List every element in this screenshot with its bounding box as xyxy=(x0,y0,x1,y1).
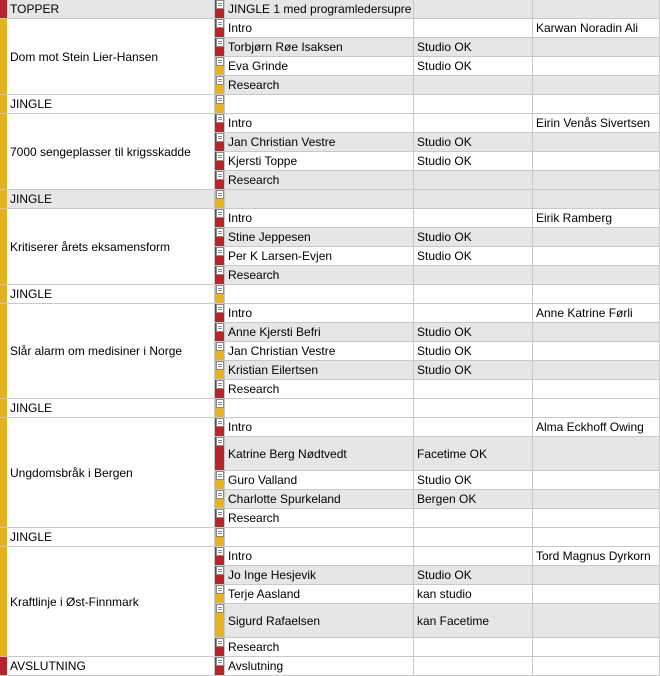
owner-cell[interactable] xyxy=(533,657,660,676)
row-flag-cell[interactable] xyxy=(215,133,225,152)
item-cell[interactable]: Terje Aasland xyxy=(225,585,414,604)
status-cell[interactable]: Studio OK xyxy=(414,342,533,361)
row-flag-cell[interactable] xyxy=(215,361,225,380)
status-cell[interactable] xyxy=(414,285,533,304)
item-cell[interactable]: Research xyxy=(225,171,414,190)
document-icon[interactable] xyxy=(216,657,224,666)
item-cell[interactable]: Kristian Eilertsen xyxy=(225,361,414,380)
story-color-bar xyxy=(0,418,7,528)
document-icon[interactable] xyxy=(216,133,224,142)
status-cell[interactable]: Facetime OK xyxy=(414,437,533,471)
item-cell[interactable]: Research xyxy=(225,380,414,399)
item-cell[interactable]: Research xyxy=(225,76,414,95)
owner-cell[interactable] xyxy=(533,133,660,152)
story-title[interactable]: JINGLE xyxy=(7,399,215,418)
row-flag-cell[interactable] xyxy=(215,228,225,247)
row-flag-cell[interactable] xyxy=(215,190,225,209)
status-cell[interactable]: Studio OK xyxy=(414,57,533,76)
status-cell[interactable]: kan Facetime xyxy=(414,604,533,638)
story-color-bar xyxy=(0,304,7,399)
document-icon[interactable] xyxy=(216,399,224,408)
document-icon[interactable] xyxy=(216,0,224,9)
status-cell[interactable]: Studio OK xyxy=(414,323,533,342)
owner-cell[interactable]: Karwan Noradin Ali xyxy=(533,19,660,38)
item-cell[interactable] xyxy=(225,528,414,547)
row-flag-cell[interactable] xyxy=(215,76,225,95)
row-flag-cell[interactable] xyxy=(215,114,225,133)
item-cell[interactable]: Sigurd Rafaelsen xyxy=(225,604,414,638)
owner-cell[interactable] xyxy=(533,323,660,342)
story-title[interactable]: Kraftlinje i Øst-Finnmark xyxy=(7,547,215,657)
row-flag-cell[interactable] xyxy=(215,638,225,657)
owner-cell[interactable] xyxy=(533,437,660,471)
status-cell[interactable]: Studio OK xyxy=(414,566,533,585)
document-icon[interactable] xyxy=(216,152,224,161)
document-icon[interactable] xyxy=(216,228,224,237)
item-cell[interactable]: Katrine Berg Nødtvedt xyxy=(225,437,414,471)
row-flag-cell[interactable] xyxy=(215,418,225,437)
status-cell[interactable] xyxy=(414,509,533,528)
row-flag-cell[interactable] xyxy=(215,399,225,418)
item-cell[interactable]: Kjersti Toppe xyxy=(225,152,414,171)
document-icon[interactable] xyxy=(216,490,224,499)
status-cell[interactable] xyxy=(414,19,533,38)
document-icon[interactable] xyxy=(216,247,224,256)
story-title[interactable]: JINGLE xyxy=(7,528,215,547)
story-color-bar xyxy=(0,528,7,547)
owner-cell[interactable] xyxy=(533,266,660,285)
item-cell[interactable]: Intro xyxy=(225,547,414,566)
document-icon[interactable] xyxy=(216,190,224,199)
item-cell[interactable]: Avslutning xyxy=(225,657,414,676)
item-cell[interactable]: Jan Christian Vestre xyxy=(225,133,414,152)
item-cell[interactable] xyxy=(225,285,414,304)
document-icon[interactable] xyxy=(216,566,224,575)
owner-cell[interactable] xyxy=(533,342,660,361)
document-icon[interactable] xyxy=(216,304,224,313)
story-title[interactable]: Dom mot Stein Lier-Hansen xyxy=(7,19,215,95)
owner-cell[interactable] xyxy=(533,38,660,57)
document-icon[interactable] xyxy=(216,380,224,389)
row-flag-cell[interactable] xyxy=(215,19,225,38)
document-icon[interactable] xyxy=(216,114,224,123)
status-cell[interactable] xyxy=(414,657,533,676)
item-cell[interactable]: Intro xyxy=(225,304,414,323)
story-title[interactable]: Ungdomsbråk i Bergen xyxy=(7,418,215,528)
item-cell[interactable] xyxy=(225,95,414,114)
owner-cell[interactable] xyxy=(533,638,660,657)
document-icon[interactable] xyxy=(216,57,224,66)
story-color-bar xyxy=(0,285,7,304)
status-cell[interactable] xyxy=(414,547,533,566)
row-flag-cell[interactable] xyxy=(215,285,225,304)
row-flag-cell[interactable] xyxy=(215,266,225,285)
story-color-bar xyxy=(0,19,7,95)
status-cell[interactable] xyxy=(414,528,533,547)
document-icon[interactable] xyxy=(216,19,224,28)
item-cell[interactable]: Intro xyxy=(225,418,414,437)
item-cell[interactable]: JINGLE 1 med programledersupre xyxy=(225,0,414,19)
owner-cell[interactable] xyxy=(533,566,660,585)
owner-cell[interactable]: Eirik Ramberg xyxy=(533,209,660,228)
item-cell[interactable]: Jan Christian Vestre xyxy=(225,342,414,361)
status-cell[interactable]: Studio OK xyxy=(414,133,533,152)
row-flag-cell[interactable] xyxy=(215,209,225,228)
document-icon[interactable] xyxy=(216,638,224,647)
owner-cell[interactable]: Tord Magnus Dyrkorn xyxy=(533,547,660,566)
status-cell[interactable]: Studio OK xyxy=(414,247,533,266)
story-color-bar xyxy=(0,190,7,209)
document-icon[interactable] xyxy=(216,342,224,351)
document-icon[interactable] xyxy=(216,95,224,104)
document-icon[interactable] xyxy=(216,509,224,518)
story-color-bar xyxy=(0,547,7,657)
owner-cell[interactable] xyxy=(533,585,660,604)
status-cell[interactable] xyxy=(414,266,533,285)
status-cell[interactable] xyxy=(414,418,533,437)
status-cell[interactable] xyxy=(414,76,533,95)
status-cell[interactable] xyxy=(414,380,533,399)
story-title[interactable]: Slår alarm om medisiner i Norge xyxy=(7,304,215,399)
status-cell[interactable]: Studio OK xyxy=(414,471,533,490)
owner-cell[interactable] xyxy=(533,190,660,209)
row-flag-cell[interactable] xyxy=(215,323,225,342)
row-flag-cell[interactable] xyxy=(215,171,225,190)
status-cell[interactable] xyxy=(414,114,533,133)
owner-cell[interactable] xyxy=(533,361,660,380)
document-icon[interactable] xyxy=(216,209,224,218)
row-flag-cell[interactable] xyxy=(215,657,225,676)
story-title[interactable]: TOPPER xyxy=(7,0,215,19)
story-color-bar xyxy=(0,114,7,190)
story-title[interactable]: AVSLUTNING xyxy=(7,657,215,676)
row-flag-cell[interactable] xyxy=(215,604,225,638)
item-cell[interactable]: Torbjørn Røe Isaksen xyxy=(225,38,414,57)
story-color-bar xyxy=(0,0,7,19)
status-cell[interactable] xyxy=(414,190,533,209)
document-icon[interactable] xyxy=(216,437,224,446)
status-cell[interactable]: Bergen OK xyxy=(414,490,533,509)
document-icon[interactable] xyxy=(216,585,224,594)
item-cell[interactable] xyxy=(225,190,414,209)
status-cell[interactable] xyxy=(414,304,533,323)
owner-cell[interactable] xyxy=(533,380,660,399)
item-cell[interactable]: Intro xyxy=(225,19,414,38)
status-cell[interactable]: Studio OK xyxy=(414,152,533,171)
row-flag-cell[interactable] xyxy=(215,0,225,19)
story-color-bar xyxy=(0,657,7,676)
item-cell[interactable] xyxy=(225,399,414,418)
owner-cell[interactable]: Anne Katrine Førli xyxy=(533,304,660,323)
status-cell[interactable] xyxy=(414,171,533,190)
owner-cell[interactable] xyxy=(533,509,660,528)
owner-cell[interactable] xyxy=(533,95,660,114)
owner-cell[interactable] xyxy=(533,0,660,19)
owner-cell[interactable] xyxy=(533,490,660,509)
story-title[interactable]: JINGLE xyxy=(7,285,215,304)
item-cell[interactable]: Research xyxy=(225,509,414,528)
item-cell[interactable]: Intro xyxy=(225,209,414,228)
item-cell[interactable]: Stine Jeppesen xyxy=(225,228,414,247)
row-flag-cell[interactable] xyxy=(215,585,225,604)
owner-cell[interactable] xyxy=(533,528,660,547)
owner-cell[interactable] xyxy=(533,285,660,304)
owner-cell[interactable] xyxy=(533,604,660,638)
document-icon[interactable] xyxy=(216,266,224,275)
row-flag-cell[interactable] xyxy=(215,490,225,509)
item-cell[interactable]: Jo Inge Hesjevik xyxy=(225,566,414,585)
status-cell[interactable] xyxy=(414,95,533,114)
story-title[interactable]: Kritiserer årets eksamensform xyxy=(7,209,215,285)
row-flag-cell[interactable] xyxy=(215,247,225,266)
row-flag-cell[interactable] xyxy=(215,152,225,171)
row-flag-cell[interactable] xyxy=(215,304,225,323)
owner-cell[interactable] xyxy=(533,399,660,418)
document-icon[interactable] xyxy=(216,418,224,427)
owner-cell[interactable] xyxy=(533,228,660,247)
status-cell[interactable]: Studio OK xyxy=(414,361,533,380)
status-cell[interactable] xyxy=(414,0,533,19)
status-cell[interactable] xyxy=(414,638,533,657)
status-cell[interactable] xyxy=(414,399,533,418)
document-icon[interactable] xyxy=(216,361,224,370)
row-flag-cell[interactable] xyxy=(215,38,225,57)
document-icon[interactable] xyxy=(216,547,224,556)
item-cell[interactable]: Anne Kjersti Befri xyxy=(225,323,414,342)
item-cell[interactable]: Eva Grinde xyxy=(225,57,414,76)
row-flag-cell[interactable] xyxy=(215,547,225,566)
status-cell[interactable]: kan studio xyxy=(414,585,533,604)
row-flag-cell[interactable] xyxy=(215,509,225,528)
document-icon[interactable] xyxy=(216,471,224,480)
row-flag-cell[interactable] xyxy=(215,95,225,114)
story-color-bar xyxy=(0,95,7,114)
story-color-bar xyxy=(0,399,7,418)
row-flag-cell[interactable] xyxy=(215,342,225,361)
status-cell[interactable]: Studio OK xyxy=(414,38,533,57)
owner-cell[interactable] xyxy=(533,471,660,490)
story-title[interactable]: JINGLE xyxy=(7,190,215,209)
row-flag-cell[interactable] xyxy=(215,380,225,399)
document-icon[interactable] xyxy=(216,323,224,332)
document-icon[interactable] xyxy=(216,171,224,180)
item-cell[interactable]: Research xyxy=(225,638,414,657)
owner-cell[interactable] xyxy=(533,247,660,266)
document-icon[interactable] xyxy=(216,528,224,537)
item-cell[interactable]: Per K Larsen-Evjen xyxy=(225,247,414,266)
row-flag-cell[interactable] xyxy=(215,528,225,547)
status-cell[interactable]: Studio OK xyxy=(414,228,533,247)
document-icon[interactable] xyxy=(216,76,224,85)
owner-cell[interactable] xyxy=(533,171,660,190)
item-cell[interactable]: Intro xyxy=(225,114,414,133)
row-flag-cell[interactable] xyxy=(215,437,225,471)
status-cell[interactable] xyxy=(414,209,533,228)
document-icon[interactable] xyxy=(216,604,224,613)
document-icon[interactable] xyxy=(216,38,224,47)
owner-cell[interactable]: Eirin Venås Sivertsen xyxy=(533,114,660,133)
item-cell[interactable]: Research xyxy=(225,266,414,285)
document-icon[interactable] xyxy=(216,285,224,294)
owner-cell[interactable] xyxy=(533,76,660,95)
row-flag-cell[interactable] xyxy=(215,566,225,585)
row-flag-cell[interactable] xyxy=(215,57,225,76)
story-color-bar xyxy=(0,209,7,285)
owner-cell[interactable]: Alma Eckhoff Owing xyxy=(533,418,660,437)
item-cell[interactable]: Guro Valland xyxy=(225,471,414,490)
owner-cell[interactable] xyxy=(533,57,660,76)
item-cell[interactable]: Charlotte Spurkeland xyxy=(225,490,414,509)
story-title[interactable]: 7000 sengeplasser til krigsskadde xyxy=(7,114,215,190)
story-title[interactable]: JINGLE xyxy=(7,95,215,114)
row-flag-cell[interactable] xyxy=(215,471,225,490)
owner-cell[interactable] xyxy=(533,152,660,171)
